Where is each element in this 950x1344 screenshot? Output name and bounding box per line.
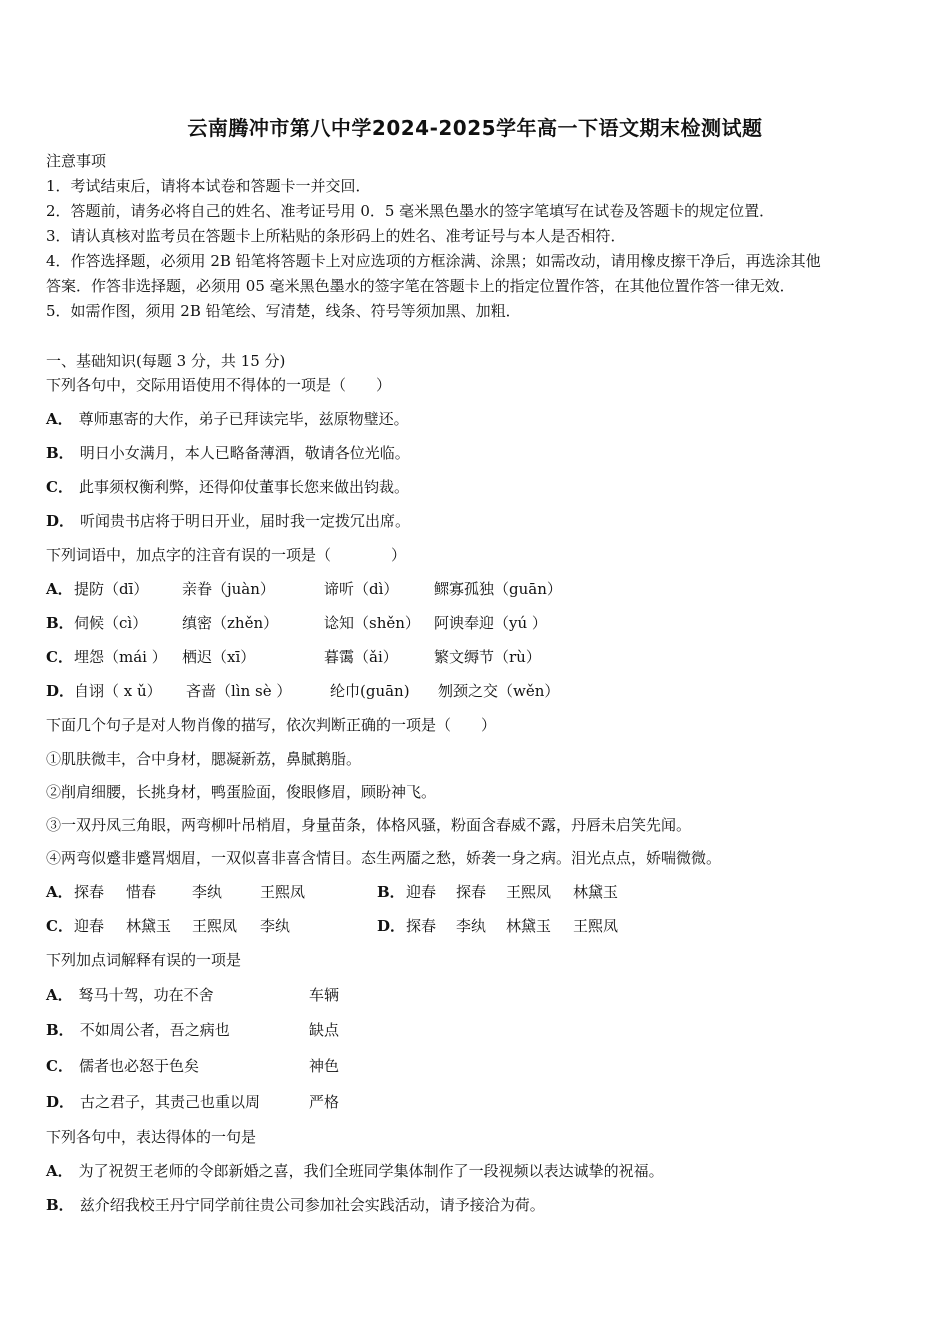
- option-label: B．: [46, 1021, 74, 1039]
- character-name: 李纨: [456, 917, 487, 935]
- character-name: 王熙凤: [506, 883, 552, 901]
- q4-option-b: [46, 1021, 446, 1039]
- character-name: 迎春: [406, 883, 437, 901]
- character-name: 迎春: [74, 917, 105, 935]
- q2-option-a: [46, 580, 646, 598]
- pinyin-item: 纶巾(guān): [330, 682, 410, 700]
- option-label: D．: [46, 512, 75, 530]
- question-1-stem: 下列各句中，交际用语使用不得体的一项是（ ）: [46, 376, 392, 394]
- character-name: 探春: [456, 883, 487, 901]
- option-text: 驽马十驾，功在不舍: [78, 986, 214, 1004]
- option-label: D．: [46, 1093, 75, 1111]
- note-item: 答案．作答非选择题，必须用 05 毫米黑色墨水的签字笔在答题卡上的指定位置作答，在其他位置作答一律无效．: [46, 277, 795, 295]
- q5-option-a: [46, 1162, 664, 1180]
- option-label: B．: [46, 1196, 74, 1214]
- q3-statement: ①肌肤微丰，合中身材，腮凝新荔，鼻腻鹅脂。: [46, 750, 362, 768]
- pinyin-item: 自诩（ x ǔ）: [74, 682, 162, 700]
- option-text: 不如周公者，吾之病也: [79, 1021, 230, 1039]
- pinyin-item: 提防（dī）: [74, 580, 149, 598]
- option-text: 古之君子，其责己也重以周: [80, 1093, 261, 1111]
- character-name: 林黛玉: [573, 883, 619, 901]
- question-2-stem: 下列词语中，加点字的注音有误的一项是（ ）: [46, 546, 407, 564]
- pinyin-item: 缜密（zhěn）: [182, 614, 279, 632]
- note-item: 3．请认真核对监考员在答题卡上所粘贴的条形码上的姓名、准考证号与本人是否相符．: [46, 227, 626, 245]
- character-name: 探春: [406, 917, 437, 935]
- q2-option-c: [46, 648, 646, 666]
- pinyin-item: 谛听（dì）: [324, 580, 399, 598]
- question-3-stem: 下面几个句子是对人物肖像的描写，依次判断正确的一项是（ ）: [46, 716, 497, 734]
- page-title: 云南腾冲市第八中学2024-2025学年高一下语文期末检测试题: [187, 116, 763, 140]
- option-label: D．: [46, 682, 75, 700]
- option-label: C．: [46, 917, 73, 935]
- q3-option-row-cd: [46, 917, 666, 935]
- q3-option-row-ab: [46, 883, 666, 901]
- character-name: 林黛玉: [126, 917, 172, 935]
- character-name: 王熙凤: [192, 917, 238, 935]
- option-label: B．: [46, 444, 74, 462]
- note-item: 4．作答选择题，必须用 2B 铅笔将答题卡上对应选项的方框涂满、涂黑；如需改动，请用橡皮擦干净后，再选涂其他: [46, 252, 821, 270]
- option-label: A．: [46, 580, 73, 598]
- option-label: A．: [46, 883, 73, 901]
- q2-option-d: [46, 682, 646, 700]
- option-label: C．: [46, 648, 73, 666]
- option-text: 尊师惠寄的大作，弟子已拜读完毕，兹原物璧还。: [78, 410, 409, 428]
- option-label: D．: [377, 917, 406, 935]
- q4-option-a: [46, 986, 446, 1004]
- pinyin-item: 伺候（cì）: [74, 614, 148, 632]
- note-item: 1．考试结束后，请将本试卷和答题卡一并交回．: [46, 177, 371, 195]
- q2-option-b: [46, 614, 646, 632]
- character-name: 李纨: [192, 883, 223, 901]
- option-label: C．: [46, 478, 73, 496]
- option-text: 明日小女满月，本人已略备薄酒，敬请各位光临。: [79, 444, 410, 462]
- notes-heading: 注意事项: [46, 152, 107, 170]
- option-label: C．: [46, 1057, 73, 1075]
- section-heading: 一、基础知识(每题 3 分，共 15 分): [46, 352, 286, 370]
- q3-statement: ②削肩细腰，长挑身材，鸭蛋脸面，俊眼修眉，顾盼神飞。: [46, 783, 437, 801]
- q4-option-d: [46, 1093, 446, 1111]
- option-gloss: 神色: [309, 1057, 340, 1075]
- option-text: 此事须权衡利弊，还得仰仗董事长您来做出钧裁。: [78, 478, 409, 496]
- pinyin-item: 刎颈之交（wěn）: [438, 682, 560, 700]
- option-gloss: 车辆: [309, 986, 340, 1004]
- pinyin-item: 谂知（shěn）: [324, 614, 420, 632]
- q4-option-c: [46, 1057, 446, 1075]
- character-name: 王熙凤: [573, 917, 619, 935]
- character-name: 李纨: [260, 917, 291, 935]
- option-label: B．: [377, 883, 405, 901]
- note-item: 2．答题前，请务必将自己的姓名、准考证号用 0．5 毫米黑色墨水的签字笔填写在试卷及答题卡的规定位置．: [46, 202, 775, 220]
- q1-option-a: [46, 410, 409, 428]
- option-text: 听闻贵书店将于明日开业，届时我一定拨冗出席。: [80, 512, 411, 530]
- pinyin-item: 栖迟（xī）: [182, 648, 256, 666]
- q3-statement: ③一双丹凤三角眼，两弯柳叶吊梢眉，身量苗条，体格风骚，粉面含春威不露，丹唇未启笑先闻。: [46, 816, 692, 834]
- pinyin-item: 吝啬（lìn sè ）: [186, 682, 292, 700]
- q5-option-b: [46, 1196, 545, 1214]
- pinyin-item: 鳏寡孤独（guān）: [434, 580, 562, 598]
- q1-option-d: [46, 512, 410, 530]
- q3-statement: ④两弯似蹙非蹙罥烟眉，一双似喜非喜含情目。态生两靥之愁，娇袭一身之病。泪光点点，娇喘微微。: [46, 849, 722, 867]
- pinyin-item: 亲眷（juàn）: [182, 580, 275, 598]
- pinyin-item: 阿谀奉迎（yú ）: [434, 614, 547, 632]
- option-text: 儒者也必怒于色矣: [78, 1057, 199, 1075]
- option-gloss: 严格: [309, 1093, 340, 1111]
- question-5-stem: 下列各句中，表达得体的一句是: [46, 1128, 257, 1146]
- option-label: A．: [46, 410, 73, 428]
- character-name: 探春: [74, 883, 105, 901]
- q1-option-c: [46, 478, 409, 496]
- pinyin-item: 暮霭（ǎi）: [324, 648, 398, 666]
- q1-option-b: [46, 444, 410, 462]
- character-name: 惜春: [126, 883, 157, 901]
- pinyin-item: 繁文缛节（rù）: [434, 648, 541, 666]
- option-label: A．: [46, 986, 73, 1004]
- option-text: 为了祝贺王老师的令郎新婚之喜，我们全班同学集体制作了一段视频以表达诚挚的祝福。: [78, 1162, 664, 1180]
- option-text: 兹介绍我校王丹宁同学前往贵公司参加社会实践活动，请予接洽为荷。: [79, 1196, 545, 1214]
- option-gloss: 缺点: [309, 1021, 340, 1039]
- option-label: A．: [46, 1162, 73, 1180]
- character-name: 王熙凤: [260, 883, 306, 901]
- option-label: B．: [46, 614, 74, 632]
- question-4-stem: 下列加点词解释有误的一项是: [46, 951, 242, 969]
- character-name: 林黛玉: [506, 917, 552, 935]
- pinyin-item: 埋怨（mái ）: [74, 648, 167, 666]
- note-item: 5．如需作图，须用 2B 铅笔绘、写清楚，线条、符号等须加黑、加粗．: [46, 302, 521, 320]
